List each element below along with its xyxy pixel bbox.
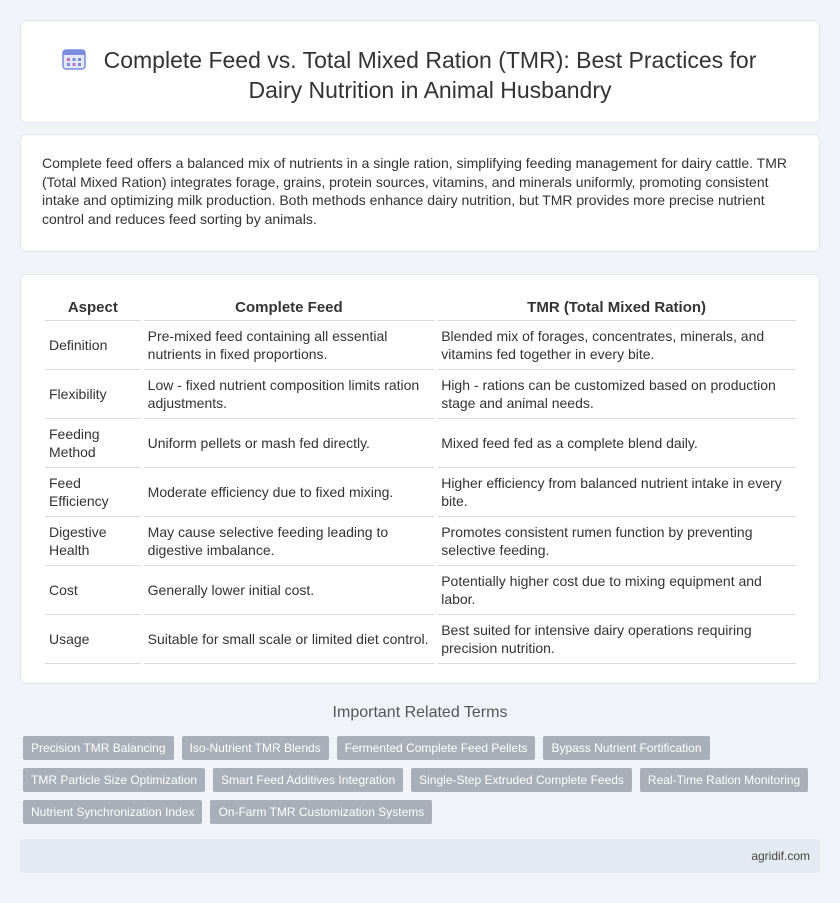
row-aspect: Feeding Method [45,419,141,468]
table-row [45,321,796,370]
footer [20,839,820,873]
row-tmr: Best suited for intensive dairy operations requiring precision nutrition. [437,615,796,664]
header-aspect: Aspect [45,295,141,321]
comparison-table [42,295,799,664]
related-term-tag[interactable]: Fermented Complete Feed Pellets [337,736,536,760]
row-complete-feed: Low - fixed nutrient composition limits ration adjustments. [144,370,435,419]
row-tmr: Higher efficiency from balanced nutrient intake in every bite. [437,468,796,517]
row-tmr: Potentially higher cost due to mixing equipment and labor. [437,566,796,615]
table-row [45,419,796,468]
row-aspect: Digestive Health [45,517,141,566]
comparison-table-card [20,274,820,684]
row-complete-feed: May cause selective feeding leading to digestive imbalance. [144,517,435,566]
intro-paragraph: Complete feed offers a balanced mix of nutrients in a single ration, simplifying feeding management for dairy cattle. TMR (Total Mixed Ration) integrates forage, grains, protein sources, vitamins, and minerals uniformly, promoting consistent intake and optimizing milk production. Both methods enhance dairy nutrition, but TMR provides more precise nutrient control and reduces feed sorting by animals. [42,155,787,227]
row-complete-feed: Suitable for small scale or limited diet control. [144,615,435,664]
row-complete-feed: Moderate efficiency due to fixed mixing. [144,468,435,517]
table-row [45,566,796,615]
row-tmr: High - rations can be customized based on production stage and animal needs. [437,370,796,419]
row-tmr: Promotes consistent rumen function by preventing selective feeding. [437,517,796,566]
row-aspect: Usage [45,615,141,664]
page-title: Complete Feed vs. Total Mixed Ration (TMR): Best Practices for Dairy Nutrition in Animal Husbandry [103,47,757,103]
header-tmr: TMR (Total Mixed Ration) [437,295,796,321]
table-row [45,517,796,566]
related-term-tag[interactable]: Real-Time Ration Monitoring [640,768,808,792]
header-complete-feed: Complete Feed [144,295,435,321]
table-row [45,370,796,419]
table-row [45,615,796,664]
row-tmr: Blended mix of forages, concentrates, minerals, and vitamins fed together in every bite. [437,321,796,370]
row-complete-feed: Uniform pellets or mash fed directly. [144,419,435,468]
related-terms-title: Important Related Terms [332,704,508,721]
table-row [45,468,796,517]
row-complete-feed: Generally lower initial cost. [144,566,435,615]
related-terms-list [23,736,813,824]
related-term-tag[interactable]: Smart Feed Additives Integration [213,768,403,792]
row-aspect: Cost [45,566,141,615]
related-term-tag[interactable]: Nutrient Synchronization Index [23,800,202,824]
footer-site-link[interactable]: agridif.com [751,849,810,863]
row-complete-feed: Pre-mixed feed containing all essential nutrients in fixed proportions. [144,321,435,370]
intro-card [20,134,820,252]
related-term-tag[interactable]: Iso-Nutrient TMR Blends [182,736,329,760]
table-header-row [45,295,796,321]
row-aspect: Flexibility [45,370,141,419]
row-aspect: Definition [45,321,141,370]
related-term-tag[interactable]: On-Farm TMR Customization Systems [210,800,432,824]
related-term-tag[interactable]: TMR Particle Size Optimization [23,768,205,792]
related-term-tag[interactable]: Precision TMR Balancing [23,736,174,760]
related-term-tag[interactable]: Bypass Nutrient Fortification [543,736,709,760]
related-term-tag[interactable]: Single-Step Extruded Complete Feeds [411,768,632,792]
row-aspect: Feed Efficiency [45,468,141,517]
title-card [20,20,820,123]
row-tmr: Mixed feed fed as a complete blend daily. [437,419,796,468]
